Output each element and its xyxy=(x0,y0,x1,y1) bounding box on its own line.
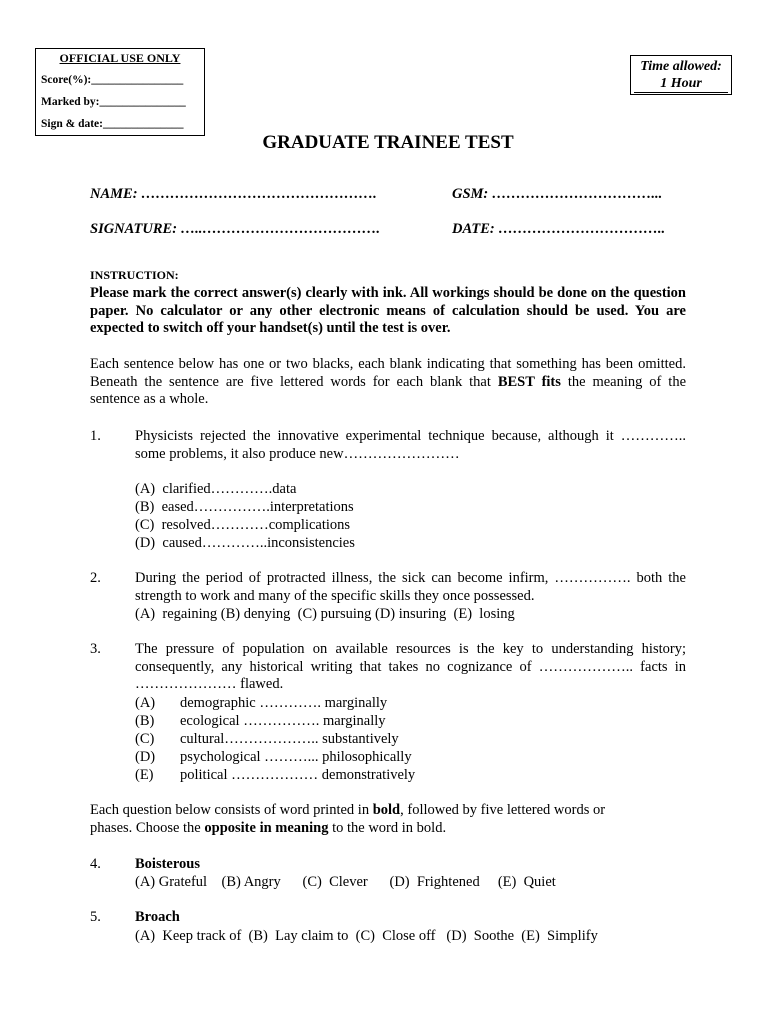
q3-option-b[interactable]: ecological ……………. marginally xyxy=(180,713,386,729)
q5-word: Broach xyxy=(135,909,180,925)
q3-option-d-letter: (D) xyxy=(135,749,156,765)
q3-number: 3. xyxy=(90,641,101,657)
time-allowed-value: 1 Hour xyxy=(634,75,728,93)
q1-option-b[interactable]: (B) eased…………….interpretations xyxy=(135,499,354,515)
page-title: GRADUATE TRAINEE TEST xyxy=(262,132,514,153)
q1-number: 1. xyxy=(90,428,101,444)
instruction-text: Please mark the correct answer(s) clearly with ink. All workings should be done on the question paper. No calculator or any other electronic means of calculation should be used. You are expected to switch off your handset(s) until the test is over. xyxy=(90,285,686,336)
q3-option-d[interactable]: psychological ………... philosophically xyxy=(180,749,412,765)
name-field[interactable]: NAME: …………………………………………. xyxy=(90,186,377,202)
section1-intro: Each sentence below has one or two blacks, each blank indicating that something has been omitted. Beneath the sentence are five lettered words for each blank that BEST fits the meaning of the sentence as a whole. xyxy=(90,356,687,407)
time-allowed-box xyxy=(630,55,732,95)
q3-option-a[interactable]: demographic …………. marginally xyxy=(180,695,388,711)
q1-option-a[interactable]: (A) clarified………….data xyxy=(135,481,297,497)
q3-option-e[interactable]: political ……………… demonstratively xyxy=(180,767,416,783)
q3-option-b-letter: (B) xyxy=(135,713,155,729)
q4-number: 4. xyxy=(90,856,101,872)
q1-text: Physicists rejected the innovative experimental technique because, although it ………….. some problems, it also produce new…………………… xyxy=(135,428,686,462)
official-use-heading: OFFICIAL USE ONLY xyxy=(59,51,181,65)
q3-option-e-letter: (E) xyxy=(135,767,154,783)
q2-text: During the period of protracted illness, the sick can become infirm, ……………. both the strength to work and many of the specific skills they once possessed. xyxy=(135,570,686,604)
instruction-label: INSTRUCTION: xyxy=(90,268,179,282)
sign-date-line: Sign & date:______________ xyxy=(41,118,184,130)
date-field[interactable]: DATE: …………………………….. xyxy=(452,221,666,237)
q1-option-c[interactable]: (C) resolved…………complications xyxy=(135,517,351,533)
q4-word: Boisterous xyxy=(135,856,200,872)
official-use-box xyxy=(35,48,205,136)
q4-options[interactable]: (A) Grateful (B) Angry (C) Clever (D) Frightened (E) Quiet xyxy=(135,874,556,890)
q3-option-c[interactable]: cultural……………….. substantively xyxy=(180,731,399,747)
gsm-field[interactable]: GSM: ……………………………... xyxy=(452,186,663,202)
q3-text: The pressure of population on available resources is the key to understanding history; consequently, any historical writing that takes no cognizance of ……………….. facts in ………………… flawed. xyxy=(135,641,686,692)
score-line: Score(%):________________ xyxy=(41,74,184,86)
signature-field[interactable]: SIGNATURE: …..………………………………. xyxy=(90,221,381,237)
section2-intro: Each question below consists of word printed in bold, followed by five lettered words or phases. Choose the opposite in meaning to the word in bold. xyxy=(90,802,606,836)
time-allowed-label: Time allowed: xyxy=(640,59,722,74)
q2-options[interactable]: (A) regaining (B) denying (C) pursuing (D) insuring (E) losing xyxy=(135,606,515,622)
q2-number: 2. xyxy=(90,570,101,586)
q5-number: 5. xyxy=(90,909,101,925)
q1-option-d[interactable]: (D) caused…………..inconsistencies xyxy=(135,535,355,551)
q3-option-a-letter: (A) xyxy=(135,695,156,711)
marked-by-line: Marked by:_______________ xyxy=(41,96,186,108)
q5-options[interactable]: (A) Keep track of (B) Lay claim to (C) Close off (D) Soothe (E) Simplify xyxy=(135,928,598,944)
q3-option-c-letter: (C) xyxy=(135,731,155,747)
